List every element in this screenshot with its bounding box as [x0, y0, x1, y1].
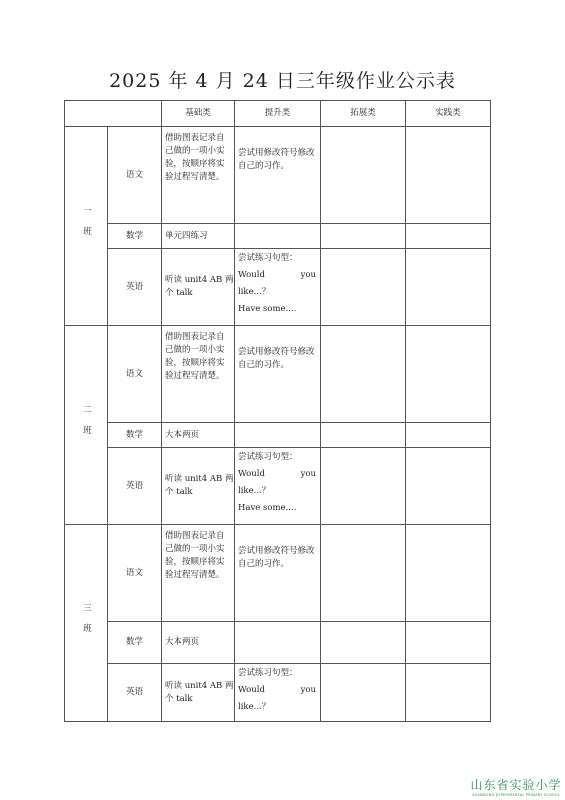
chinese-practice: [406, 127, 491, 224]
class-label-text: 一班: [81, 205, 92, 247]
subject-chinese: 语文: [108, 326, 162, 423]
english-improve-word: you: [300, 685, 316, 695]
english-practice: [406, 448, 491, 525]
math-improve: [235, 622, 321, 664]
english-improve-word: Would: [238, 270, 265, 280]
english-improve-line: like...？: [238, 486, 271, 496]
chinese-improve: 尝试用修改符号修改自己的习作。: [235, 326, 321, 423]
math-basic: 大本两页: [162, 423, 235, 448]
class-label-text: 三班: [81, 602, 92, 644]
english-improve-line: Have some....: [238, 503, 297, 513]
subject-english: 英语: [108, 448, 162, 525]
english-improve-word: Would: [238, 685, 265, 695]
english-improve: [235, 249, 321, 326]
english-extend: [321, 249, 406, 326]
math-practice: [406, 622, 491, 664]
school-name-cn: 山东省实验小学: [470, 778, 562, 792]
class-label-2: [65, 326, 108, 525]
math-improve: [235, 423, 321, 448]
subject-english: 英语: [108, 664, 162, 722]
math-improve: [235, 224, 321, 249]
english-basic: 听读 unit4 AB 两个 talk: [162, 664, 235, 722]
table-row: [65, 326, 491, 423]
english-improve-line: 尝试练习句型：: [238, 253, 298, 263]
chinese-improve: 尝试用修改符号修改自己的习作。: [235, 525, 321, 622]
class-label-1: [65, 127, 108, 326]
math-basic: 大本两页: [162, 622, 235, 664]
chinese-basic: 借助图表记录自己做的一项小实验，按顺序将实验过程写清楚。: [162, 127, 235, 224]
school-name-en: SHANDONG EXPERIMENTAL PRIMARY SCHOOL: [472, 793, 560, 797]
header-extend: 拓展类: [321, 101, 406, 127]
table-row: [65, 664, 491, 722]
table-row: [65, 224, 491, 249]
math-extend: [321, 622, 406, 664]
math-practice: [406, 224, 491, 249]
chinese-extend: [321, 127, 406, 224]
english-improve-word: you: [300, 469, 316, 479]
header-improve: 提升类: [235, 101, 321, 127]
english-improve-line: like...？: [238, 287, 271, 297]
english-basic: 听读 unit4 AB 两个 talk: [162, 448, 235, 525]
chinese-practice: [406, 326, 491, 423]
page-title: 2025 年 4 月 24 日三年级作业公示表: [109, 70, 456, 92]
table-row: [65, 448, 491, 525]
english-practice: [406, 249, 491, 326]
math-practice: [406, 423, 491, 448]
chinese-basic: 借助图表记录自己做的一项小实验，按顺序将实验过程写清楚。: [162, 525, 235, 622]
english-improve-word: you: [300, 270, 316, 280]
header-row: [65, 101, 491, 127]
subject-chinese: 语文: [108, 525, 162, 622]
chinese-practice: [406, 525, 491, 622]
english-improve: [235, 448, 321, 525]
table-row: [65, 525, 491, 622]
table-row: [65, 423, 491, 448]
math-extend: [321, 423, 406, 448]
class-label-3: [65, 525, 108, 722]
subject-math: 数学: [108, 423, 162, 448]
english-improve-line: 尝试练习句型：: [238, 668, 298, 678]
english-improve-line: 尝试练习句型：: [238, 452, 298, 462]
header-practice: 实践类: [406, 101, 491, 127]
subject-chinese: 语文: [108, 127, 162, 224]
subject-english: 英语: [108, 249, 162, 326]
homework-table: [64, 100, 491, 722]
table-row: [65, 622, 491, 664]
english-extend: [321, 664, 406, 722]
english-improve-line: Have some....: [238, 304, 297, 314]
english-extend: [321, 448, 406, 525]
chinese-extend: [321, 326, 406, 423]
class-label-text: 二班: [81, 404, 92, 446]
math-extend: [321, 224, 406, 249]
subject-math: 数学: [108, 622, 162, 664]
school-logo: [469, 776, 563, 797]
english-improve-line: like...？: [238, 702, 271, 712]
subject-math: 数学: [108, 224, 162, 249]
english-basic: 听读 unit4 AB 两个 talk: [162, 249, 235, 326]
table-row: [65, 249, 491, 326]
table-row: [65, 127, 491, 224]
english-practice: [406, 664, 491, 722]
header-basic: 基础类: [162, 101, 235, 127]
english-improve-word: Would: [238, 469, 265, 479]
chinese-basic: 借助图表记录自己做的一项小实验，按顺序将实验过程写清楚。: [162, 326, 235, 423]
math-basic: 单元四练习: [162, 224, 235, 249]
english-improve: [235, 664, 321, 722]
header-blank: [65, 101, 162, 127]
chinese-improve: 尝试用修改符号修改自己的习作。: [235, 127, 321, 224]
chinese-extend: [321, 525, 406, 622]
